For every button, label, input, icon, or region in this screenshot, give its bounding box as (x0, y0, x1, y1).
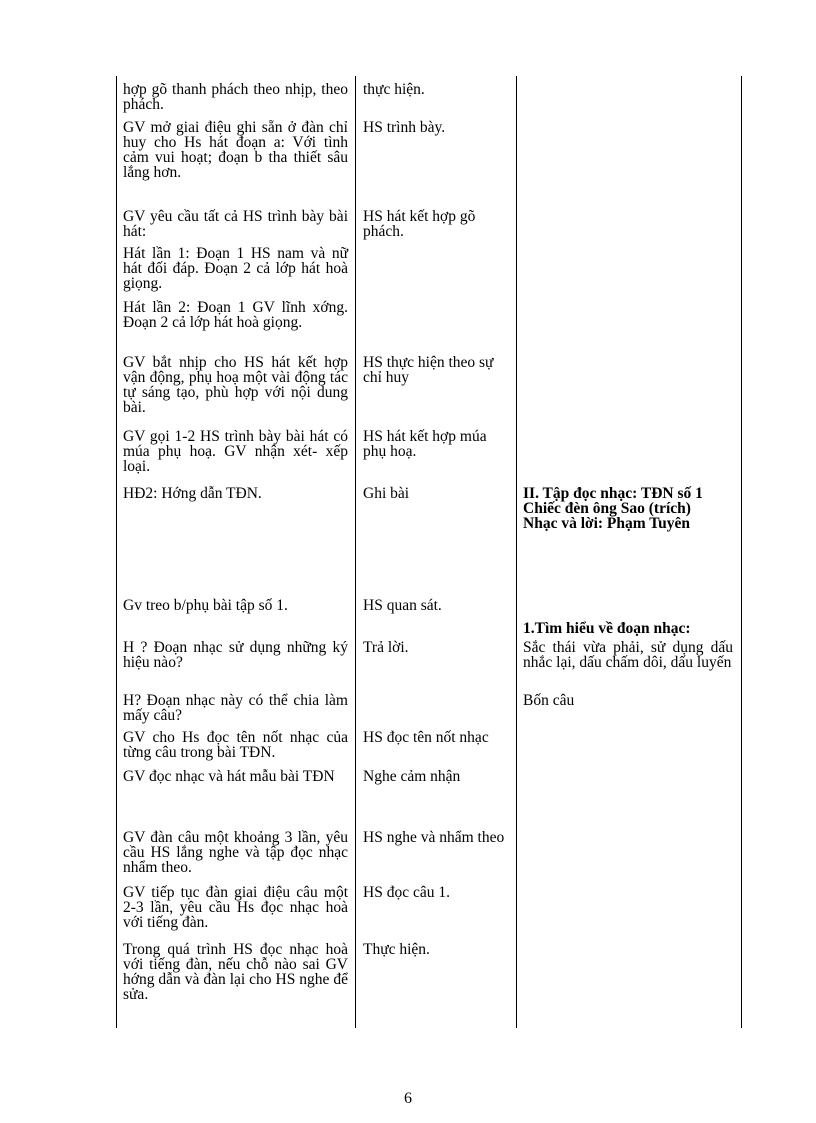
teacher-activity-cell: GV đọc nhạc và hát mẫu bài TĐN (123, 768, 335, 785)
teacher-activity-cell: GV yêu cầu tất cả HS trình bày bài hát: (123, 208, 348, 240)
teacher-activity-cell: GV bắt nhịp cho HS hát kết hợp vận động, phụ hoạ một vài động tác tự sáng tạo, phù hợp với nội dung bài. (123, 354, 348, 416)
student-activity-cell: HS hát kết hợp múa phụ hoạ. (363, 428, 487, 460)
teacher-activity-cell: hợp gõ thanh phách theo nhịp, theo phách. (123, 81, 348, 113)
student-activity-cell: Nghe cảm nhận (363, 768, 461, 785)
student-activity-cell: HS hát kết hợp gõ phách. (363, 208, 476, 240)
teacher-activity-cell: GV đàn câu một khoảng 3 lần, yêu cầu HS lắng nghe và tập đọc nhạc nhẩm theo. (123, 829, 348, 876)
table-column-divider-2 (516, 76, 517, 1028)
student-activity-cell: Thực hiện. (363, 941, 430, 958)
teacher-activity-cell: Hát lần 2: Đoạn 1 GV lĩnh xớng. Đoạn 2 cả lớp hát hoà giọng. (123, 299, 348, 331)
content-answer: Sắc thái vừa phải, sử dụng dấu nhắc lại, dấu chấm dôi, dấu luyến (523, 639, 733, 671)
page-number: 6 (404, 1090, 412, 1107)
table-column-divider-1 (355, 76, 356, 1028)
student-activity-cell: HS thực hiện theo sự chỉ huy (363, 354, 494, 386)
table-right-border (741, 76, 742, 1028)
song-title: Chiếc đèn ông Sao (trích) (523, 500, 691, 517)
student-activity-cell: HS đọc câu 1. (363, 884, 450, 901)
student-activity-cell: HS trình bày. (363, 119, 446, 136)
teacher-activity-cell: Trong quá trình HS đọc nhạc hoà với tiếng đàn, nếu chỗ nào sai GV hớng dẫn và đàn lại cho HS nghe để sửa. (123, 941, 348, 1003)
teacher-activity-cell: Hát lần 1: Đoạn 1 HS nam và nữ hát đối đáp. Đoạn 2 cả lớp hát hoà giọng. (123, 245, 348, 292)
teacher-activity-cell: HĐ2: Hớng dẫn TĐN. (123, 485, 262, 502)
teacher-activity-cell: H? Đoạn nhạc này có thể chia làm mấy câu? (123, 692, 348, 724)
teacher-activity-cell: H ? Đoạn nhạc sử dụng những ký hiệu nào? (123, 639, 348, 671)
content-answer: Bốn câu (523, 692, 575, 709)
teacher-activity-cell: GV tiếp tục đàn giai điệu câu một 2-3 lần, yêu cầu Hs đọc nhạc hoà với tiếng đàn. (123, 884, 348, 931)
song-author: Nhạc và lời: Phạm Tuyên (523, 515, 691, 532)
student-activity-cell: HS quan sát. (363, 597, 442, 614)
student-activity-cell: HS đọc tên nốt nhạc (363, 729, 489, 746)
student-activity-cell: Trả lời. (363, 639, 409, 656)
student-activity-cell: HS nghe và nhẩm theo (363, 829, 505, 846)
student-activity-cell: thực hiện. (363, 81, 425, 98)
table-left-border (116, 76, 117, 1028)
teacher-activity-cell: GV gọi 1-2 HS trình bày bài hát có múa phụ hoạ. GV nhận xét- xếp loại. (123, 428, 348, 475)
content-cell (523, 486, 733, 531)
student-activity-cell: Ghi bài (363, 485, 410, 502)
teacher-activity-cell: GV cho Hs đọc tên nốt nhạc của từng câu trong bài TĐN. (123, 729, 348, 761)
subsection-heading: 1.Tìm hiểu về đoạn nhạc: (523, 620, 691, 637)
section-heading: II. Tập đọc nhạc: TĐN số 1 (523, 485, 703, 502)
teacher-activity-cell: GV mở giai điệu ghi sẵn ở đàn chỉ huy cho Hs hát đoạn a: Với tình cảm vui hoạt; đoạn b tha thiết sâu lắng hơn. (123, 119, 348, 181)
teacher-activity-cell: Gv treo b/phụ bài tập số 1. (123, 597, 288, 614)
